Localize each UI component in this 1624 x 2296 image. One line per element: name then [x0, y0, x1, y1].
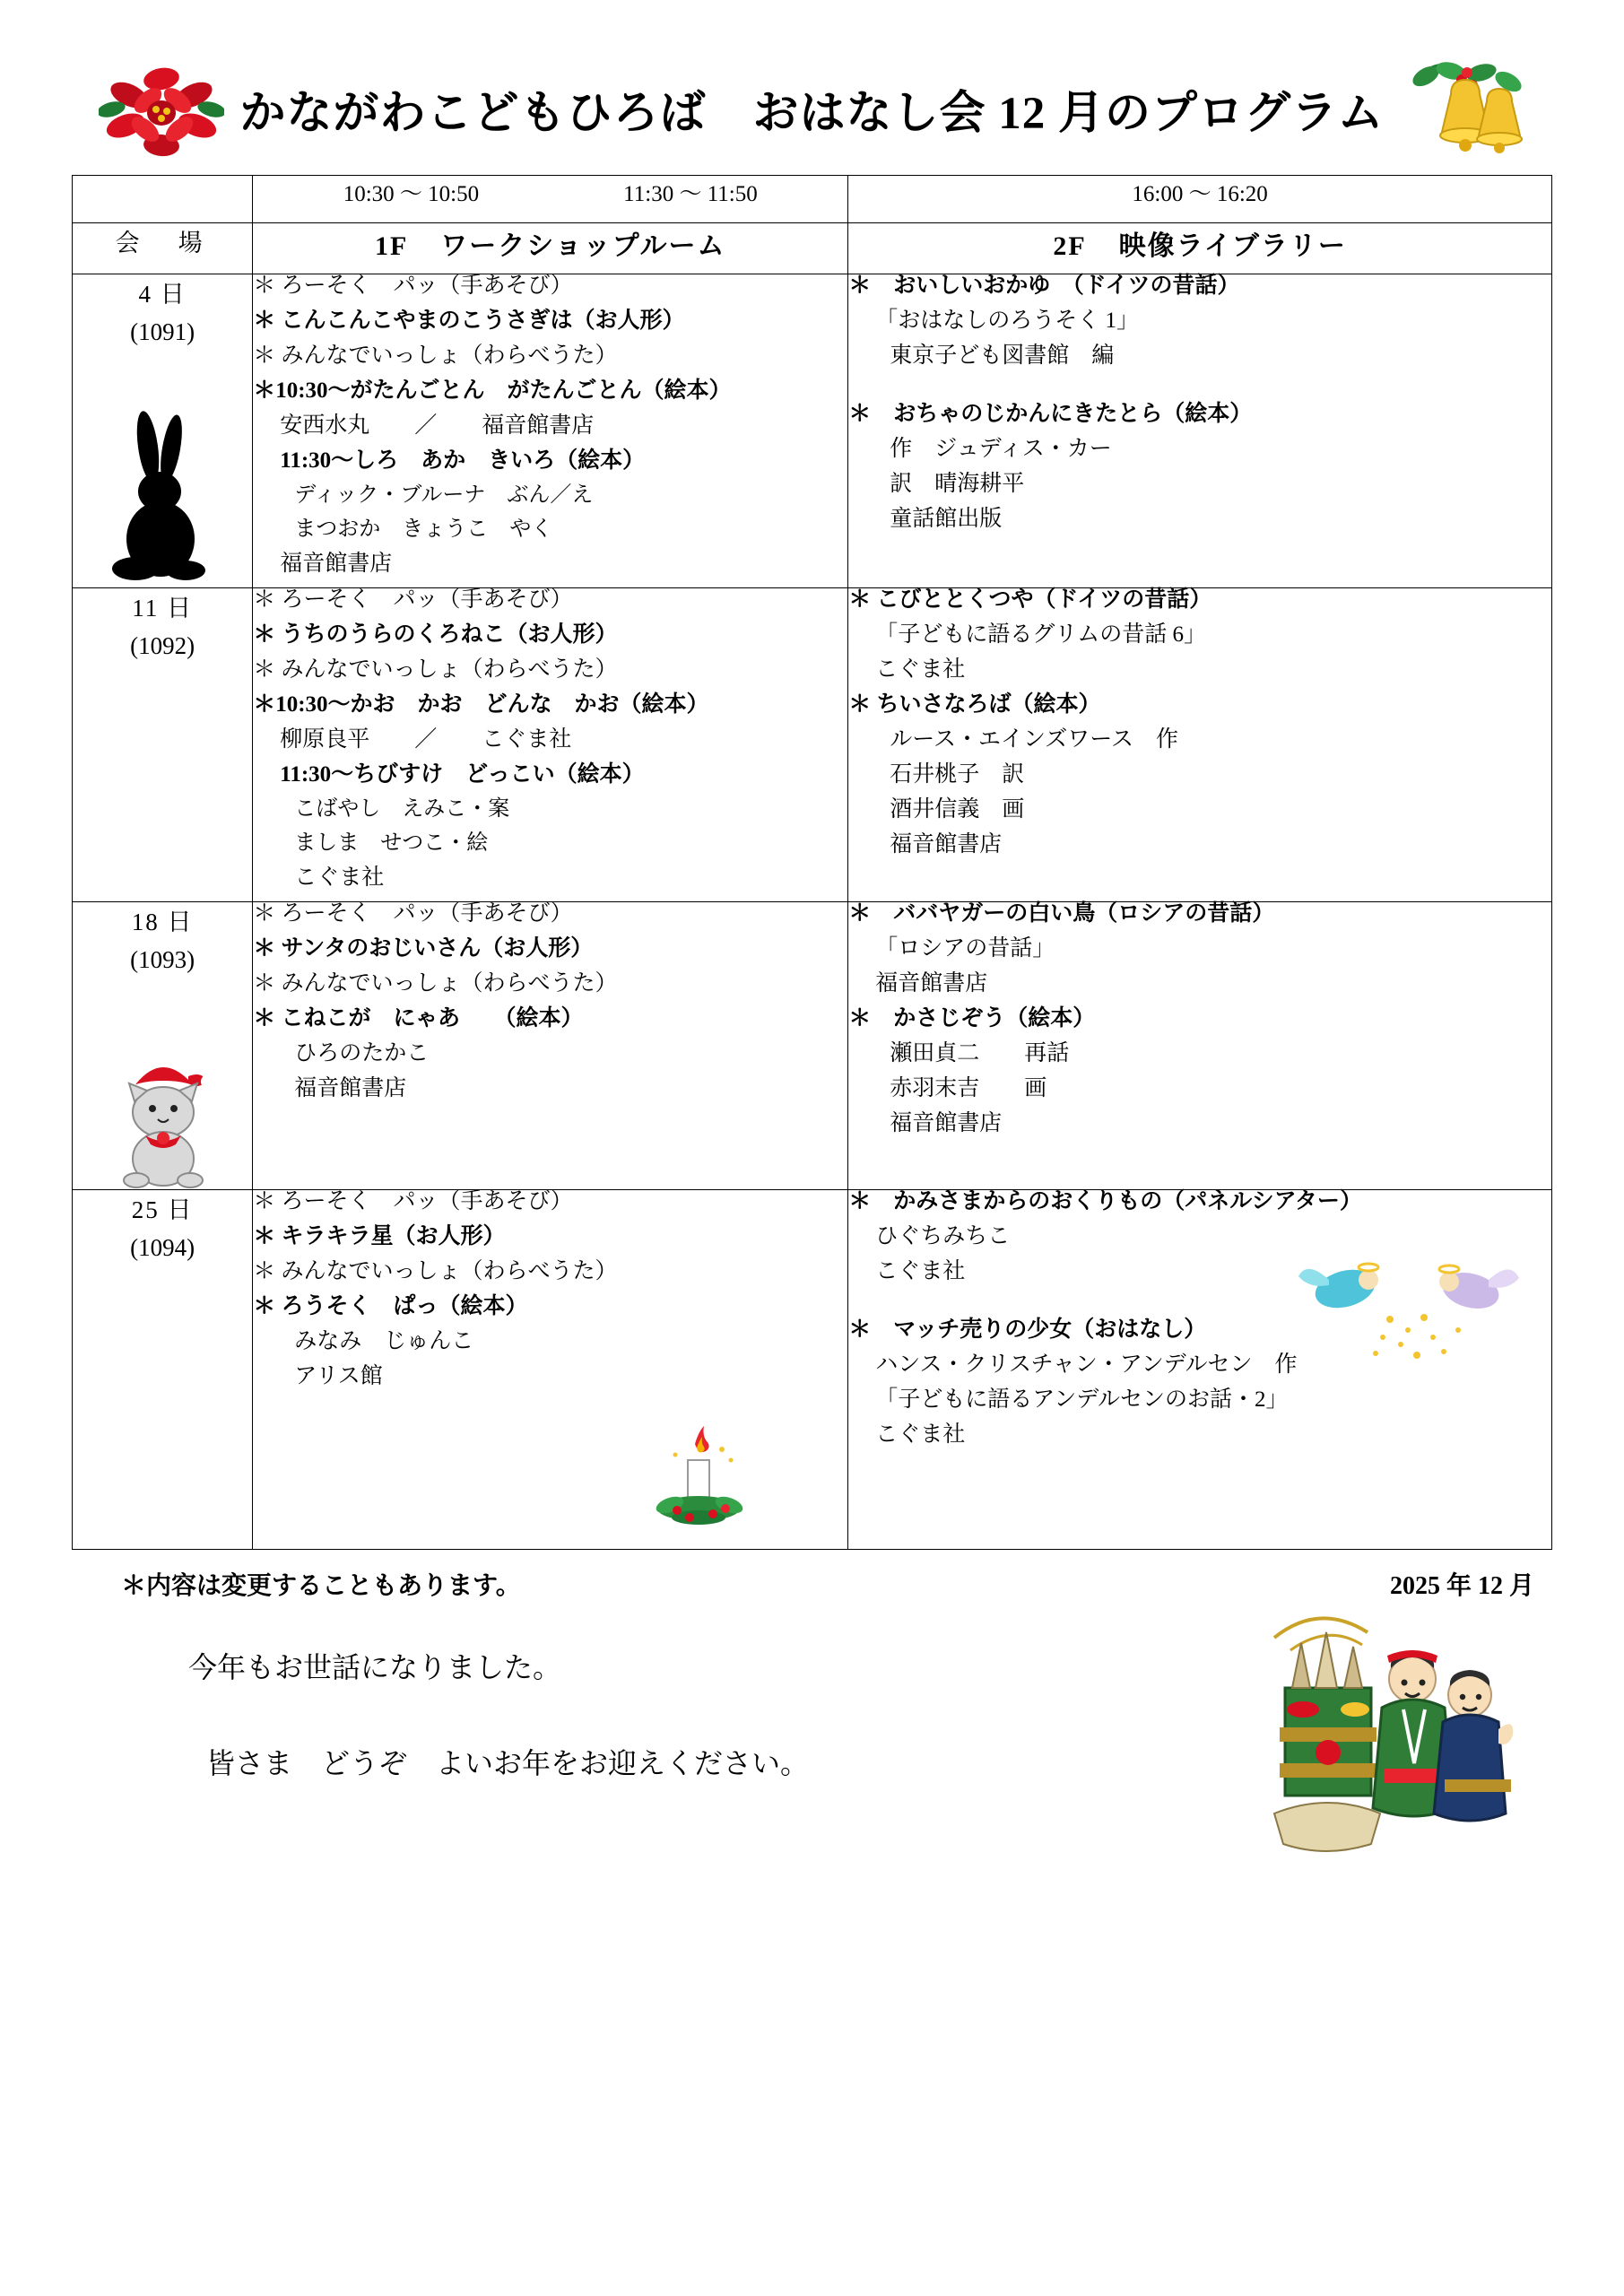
venue2-name: 映像ライブラリー — [1118, 231, 1347, 261]
program-line: 「子どもに語るアンデルセンのお話・2」 — [875, 1387, 1289, 1412]
session-col1 — [253, 588, 848, 902]
date-cell — [73, 1190, 253, 1550]
candle-icon — [632, 1392, 767, 1531]
table-row-times — [73, 176, 1552, 223]
program-line: ルース・エインズワース 作 — [890, 727, 1178, 752]
program-line: 福音館書店 — [294, 1076, 407, 1100]
session-date: 4 日 — [138, 281, 187, 308]
program-line: こぐま社 — [875, 1259, 966, 1283]
program-line: ひろのたかこ — [294, 1041, 430, 1065]
change-notice: ＊内容は変更することもあります。 — [121, 1572, 521, 1600]
program-line: ＊10:30～かお かお どんな かお（絵本） — [253, 692, 709, 717]
page-footer — [72, 1566, 1552, 1862]
rabbit-silhouette-icon — [73, 409, 252, 588]
time-cell-1f — [253, 176, 848, 223]
session-col1 — [253, 1190, 848, 1550]
session-col2 — [848, 274, 1552, 588]
program-line: ＊ みんなでいっしょ（わらべうた） — [253, 1259, 618, 1283]
program-line: 安西水丸 ／ 福音館書店 — [280, 413, 595, 438]
program-line: ＊ ろうそく ぱっ（絵本） — [253, 1294, 528, 1318]
venue-header-cell — [73, 223, 253, 274]
table-row-session — [73, 902, 1552, 1190]
program-line: ハンス・クリスチャン・アンデルセン 作 — [875, 1352, 1298, 1377]
program-line: 東京子ども図書館 編 — [890, 344, 1115, 368]
program-line: 瀬田貞二 再話 — [890, 1041, 1070, 1065]
program-line: 福音館書店 — [280, 552, 393, 576]
program-line: ひぐちみちこ — [875, 1224, 1011, 1248]
program-line: こぐま社 — [875, 657, 966, 682]
session-col2 — [848, 902, 1552, 1190]
program-line: ＊ サンタのおじいさん（お人形） — [253, 936, 594, 961]
santa-cat-icon — [73, 1037, 252, 1189]
time-slot-b: 11:30 ～ 11:50 — [623, 182, 758, 206]
venue-header-label: 会 場 — [115, 230, 210, 257]
session-code: (1091) — [130, 318, 195, 345]
program-line: ＊ キラキラ星（お人形） — [253, 1224, 506, 1248]
kadomatsu-icon — [1220, 1602, 1516, 1862]
time-slot-a: 10:30 ～ 10:50 — [343, 182, 480, 206]
program-line: ディック・ブルーナ ぶん／え — [294, 483, 594, 507]
program-line: 福音館書店 — [890, 832, 1003, 857]
program-line: ＊ おちゃのじかんにきたとら（絵本） — [848, 402, 1253, 426]
program-line: 赤羽末吉 画 — [890, 1076, 1047, 1100]
program-line: ＊ マッチ売りの少女（おはなし） — [848, 1318, 1207, 1342]
program-line: ＊ うちのうらのくろねこ（お人形） — [253, 622, 618, 647]
table-row-session — [73, 274, 1552, 588]
program-line: ＊10:30～がたんごとん がたんごとん（絵本） — [253, 378, 732, 403]
session-col2 — [848, 588, 1552, 902]
program-line: ＊ おいしいおかゆ （ドイツの昔話） — [848, 274, 1240, 298]
program-line: 石井桃子 訳 — [890, 762, 1025, 787]
program-line: ましま せつこ・絵 — [294, 831, 489, 855]
program-line: ＊ ババヤガーの白い鳥（ロシアの昔話） — [848, 901, 1275, 926]
date-cell — [73, 274, 253, 588]
venue1-name: ワークショップルーム — [440, 231, 726, 261]
program-line: 「ロシアの昔話」 — [875, 936, 1055, 961]
program-line: 童話館出版 — [890, 507, 1003, 531]
program-line: ＊ みんなでいっしょ（わらべうた） — [253, 971, 618, 996]
program-line: ＊ ろーそく パッ（手あそび） — [253, 1189, 573, 1213]
page-title: かながわこどもひろば おはなし会 12 月のプログラム — [239, 89, 1385, 139]
session-code: (1094) — [130, 1234, 195, 1261]
program-line: 「おはなしのろうそく 1」 — [875, 309, 1139, 333]
program-line: ＊ ろーそく パッ（手あそび） — [253, 274, 573, 298]
session-date: 11 日 — [132, 595, 193, 622]
program-line: ＊ こんこんこやまのこうさぎは（お人形） — [253, 309, 685, 333]
program-line: ＊ こねこが にゃあ （絵本） — [253, 1006, 584, 1031]
closing-message-1: 今年もお世話になりました。 — [188, 1651, 562, 1683]
session-col2 — [848, 1190, 1552, 1550]
venue-cell-2f — [848, 223, 1552, 274]
program-line: こぐま社 — [875, 1422, 966, 1447]
program-line: みなみ じゅんこ — [294, 1329, 474, 1353]
program-line: ＊ みんなでいっしょ（わらべうた） — [253, 657, 618, 682]
time-cell-2f: 16:00 ～ 16:20 — [848, 176, 1552, 223]
program-table — [72, 175, 1552, 1550]
time-blank-cell — [73, 176, 253, 223]
christmas-bells-icon — [1404, 58, 1534, 179]
issue-date: 2025 年 12 月 — [1389, 1572, 1534, 1600]
program-line: ＊ こびととくつや（ドイツの昔話） — [848, 587, 1212, 612]
program-line: まつおか きょうこ やく — [294, 517, 553, 541]
program-line: 作 ジュディス・カー — [890, 437, 1112, 461]
session-code: (1092) — [130, 632, 195, 659]
session-col1 — [253, 274, 848, 588]
venue1-floor: 1F — [374, 231, 409, 261]
program-line: 柳原良平 ／ こぐま社 — [280, 727, 572, 752]
date-cell — [73, 588, 253, 902]
session-date: 18 日 — [131, 909, 194, 935]
program-line: 11:30～ちびすけ どっこい（絵本） — [280, 762, 645, 787]
date-cell — [73, 902, 253, 1190]
session-code: (1093) — [130, 946, 195, 973]
spacer — [848, 379, 1551, 403]
program-line: ＊ かさじぞう（絵本） — [848, 1006, 1096, 1031]
program-line: こぐま社 — [294, 865, 385, 890]
program-line: 福音館書店 — [875, 971, 988, 996]
table-row-session — [73, 1190, 1552, 1550]
program-line: ＊ ちいさなろば（絵本） — [848, 692, 1101, 717]
program-line: こばやし えみこ・案 — [294, 797, 510, 821]
session-col1 — [253, 902, 848, 1190]
closing-message-2: 皆さま どうぞ よいお年をお迎えください。 — [206, 1747, 810, 1779]
table-row-venues — [73, 223, 1552, 274]
program-line: アリス館 — [294, 1364, 383, 1388]
page-header — [72, 54, 1552, 175]
program-line: 訳 晴海耕平 — [890, 472, 1025, 496]
program-line: ＊ かみさまからのおくりもの（パネルシアター） — [848, 1189, 1362, 1213]
session-date: 25 日 — [131, 1196, 194, 1223]
program-line: ＊ みんなでいっしょ（わらべうた） — [253, 344, 618, 368]
program-line: 福音館書店 — [890, 1111, 1003, 1135]
program-line: ＊ ろーそく パッ（手あそび） — [253, 901, 573, 926]
table-row-session — [73, 588, 1552, 902]
program-line: 酒井信義 画 — [890, 797, 1025, 822]
venue-cell-1f — [253, 223, 848, 274]
poinsettia-icon — [99, 63, 224, 170]
program-line: 「子どもに語るグリムの昔話 6」 — [875, 622, 1206, 647]
program-line: 11:30～しろ あか きいろ（絵本） — [280, 448, 646, 473]
angels-icon — [1282, 1244, 1533, 1383]
venue2-floor: 2F — [1053, 231, 1087, 261]
program-line: ＊ ろーそく パッ（手あそび） — [253, 587, 573, 612]
